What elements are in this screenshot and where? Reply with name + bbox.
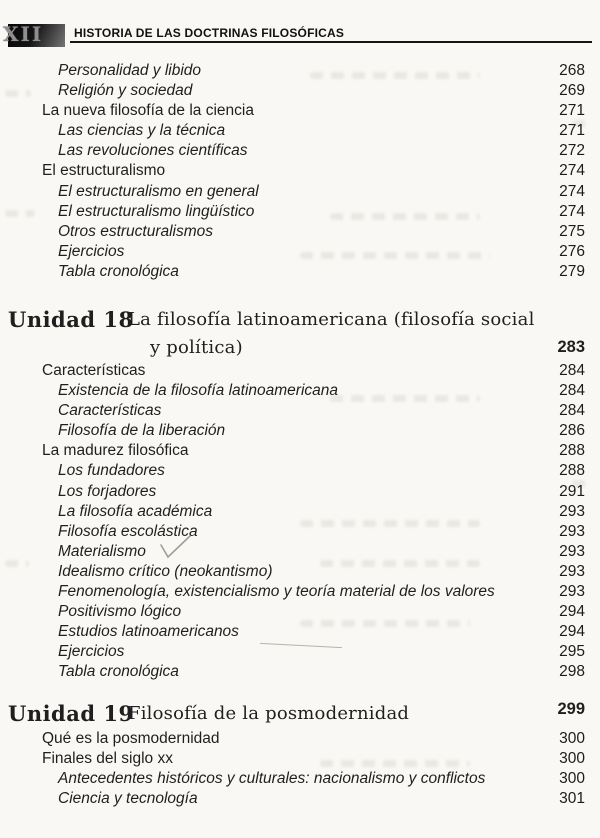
toc-list-unit-18 xyxy=(0,361,600,683)
toc-entry-page: 294 xyxy=(559,603,585,621)
header-rule xyxy=(70,41,592,43)
toc-entry-page: 298 xyxy=(559,663,585,681)
toc-entry xyxy=(0,482,585,502)
toc-entry-page: 301 xyxy=(559,790,585,808)
unit-label: Unidad 18 xyxy=(8,307,134,332)
toc-entry-page: 269 xyxy=(559,82,585,100)
toc-entry-title: La madurez filosófica xyxy=(42,442,189,460)
unit-title-line2: y política) xyxy=(150,337,243,358)
toc-entry-title: Materialismo xyxy=(58,542,146,560)
toc-entry xyxy=(0,522,585,542)
toc-list-top xyxy=(0,61,600,282)
toc-entry-page: 300 xyxy=(559,730,585,747)
toc-entry-title: Ciencia y tecnología xyxy=(58,790,198,808)
toc-entry-page: 272 xyxy=(559,142,585,160)
toc-entry xyxy=(0,381,585,401)
toc-entry-page: 293 xyxy=(559,542,585,560)
toc-entry xyxy=(0,222,585,242)
toc-entry xyxy=(0,101,585,121)
toc-entry-title: El estructuralismo xyxy=(42,162,166,180)
toc-entry-title: Filosofía escolástica xyxy=(58,522,198,540)
toc-entry xyxy=(0,582,585,602)
toc-entry xyxy=(0,749,585,769)
toc-entry-page: 275 xyxy=(559,222,585,240)
toc-entry-title: Estudios latinoamericanos xyxy=(58,623,239,641)
toc-entry-title: Fenomenología, existencialismo y teoría material de los valores xyxy=(58,583,495,601)
toc-entry xyxy=(0,202,585,222)
toc-entry xyxy=(0,121,585,141)
toc-entry-title: El estructuralismo en general xyxy=(58,182,259,200)
toc-entry-title: Filosofía de la liberación xyxy=(58,422,226,440)
toc-entry-page: 291 xyxy=(559,482,585,500)
toc-entry-page: 274 xyxy=(559,182,585,200)
toc-entry-title: Antecedentes históricos y culturales: nacionalismo y conflictos xyxy=(58,770,486,788)
toc-entry xyxy=(0,502,585,522)
toc-entry-page: 284 xyxy=(559,382,585,400)
toc-list-unit-19 xyxy=(0,729,600,809)
unit-18-heading xyxy=(0,302,600,360)
toc-entry-page: 271 xyxy=(559,122,585,140)
toc-entry xyxy=(0,401,585,421)
toc-entry xyxy=(0,602,585,622)
toc-entry xyxy=(0,182,585,202)
toc-entry xyxy=(0,262,585,282)
toc-entry-page: 274 xyxy=(559,162,585,180)
toc-entry xyxy=(0,141,585,161)
toc-entry xyxy=(0,441,585,461)
unit-19-heading xyxy=(0,696,600,724)
toc-entry-title: Idealismo crítico (neokantismo) xyxy=(58,562,273,580)
toc-entry xyxy=(0,61,585,81)
toc-entry xyxy=(0,361,585,381)
toc-entry-page: 300 xyxy=(559,770,585,788)
toc-entry xyxy=(0,789,585,809)
toc-entry xyxy=(0,769,585,789)
toc-entry xyxy=(0,421,585,441)
toc-entry-title: Ejercicios xyxy=(58,643,125,661)
toc-entry-title: Finales del siglo xx xyxy=(42,750,173,768)
page-number: XII xyxy=(3,22,44,46)
unit-title-line1: La filosofía latinoamericana (filosofía social xyxy=(128,309,535,330)
toc-entry-title: Tabla cronológica xyxy=(58,663,179,681)
toc-entry-title: Los fundadores xyxy=(58,462,165,480)
toc-entry-page: 286 xyxy=(559,422,585,440)
toc-entry-title: Tabla cronológica xyxy=(58,262,179,280)
toc-entry-page: 288 xyxy=(559,462,585,480)
toc-entry-page: 284 xyxy=(559,362,585,379)
toc-entry xyxy=(0,622,585,642)
toc-entry-page: 279 xyxy=(559,262,585,280)
toc-entry-title: Características xyxy=(58,402,162,420)
toc-entry xyxy=(0,161,585,181)
toc-entry-page: 293 xyxy=(559,502,585,520)
unit-page-number: 283 xyxy=(557,338,585,356)
running-title: HISTORIA DE LAS DOCTRINAS FILOSÓFICAS xyxy=(74,26,345,40)
toc-entry xyxy=(0,542,585,562)
toc-entry-title: Religión y sociedad xyxy=(58,82,193,100)
toc-entry xyxy=(0,242,585,262)
toc-entry-page: 300 xyxy=(559,750,585,768)
toc-entry-page: 295 xyxy=(559,643,585,661)
toc-entry-page: 268 xyxy=(559,62,585,79)
toc-entry-title: Personalidad y libido xyxy=(58,62,202,79)
toc-entry-title: La filosofía académica xyxy=(58,502,213,520)
toc-entry xyxy=(0,662,585,682)
toc-entry-page: 284 xyxy=(559,402,585,420)
toc-entry xyxy=(0,729,585,749)
unit-title-line1: Filosofía de la posmodernidad xyxy=(128,703,410,724)
toc-entry-title: Existencia de la filosofía latinoamericana xyxy=(58,382,339,400)
toc-entry-title: Las ciencias y la técnica xyxy=(58,122,226,140)
toc-entry-page: 276 xyxy=(559,242,585,260)
toc-entry-page: 271 xyxy=(559,102,585,120)
toc-entry-title: Qué es la posmodernidad xyxy=(42,730,220,747)
toc-entry-title: Características xyxy=(42,362,146,379)
toc-entry-title: Ejercicios xyxy=(58,242,125,260)
toc-entry-title: La nueva filosofía de la ciencia xyxy=(42,102,254,120)
toc-entry xyxy=(0,81,585,101)
pencil-checkmark-icon xyxy=(158,544,192,556)
toc-entry-page: 293 xyxy=(559,522,585,540)
toc-entry xyxy=(0,562,585,582)
toc-entry-title: Las revoluciones científicas xyxy=(58,142,248,160)
toc-entry-title: Positivismo lógico xyxy=(58,603,182,621)
toc-entry-title: Otros estructuralismos xyxy=(58,222,214,240)
toc-entry-page: 293 xyxy=(559,583,585,601)
unit-page-number: 299 xyxy=(557,700,585,718)
toc-entry xyxy=(0,461,585,481)
toc-entry-page: 294 xyxy=(559,623,585,641)
unit-label: Unidad 19 xyxy=(8,701,134,726)
toc-entry-title: Los forjadores xyxy=(58,482,157,500)
toc-entry-title: El estructuralismo lingüístico xyxy=(58,202,255,220)
toc-entry-page: 293 xyxy=(559,562,585,580)
toc-entry-page: 274 xyxy=(559,202,585,220)
toc-entry-page: 288 xyxy=(559,442,585,460)
